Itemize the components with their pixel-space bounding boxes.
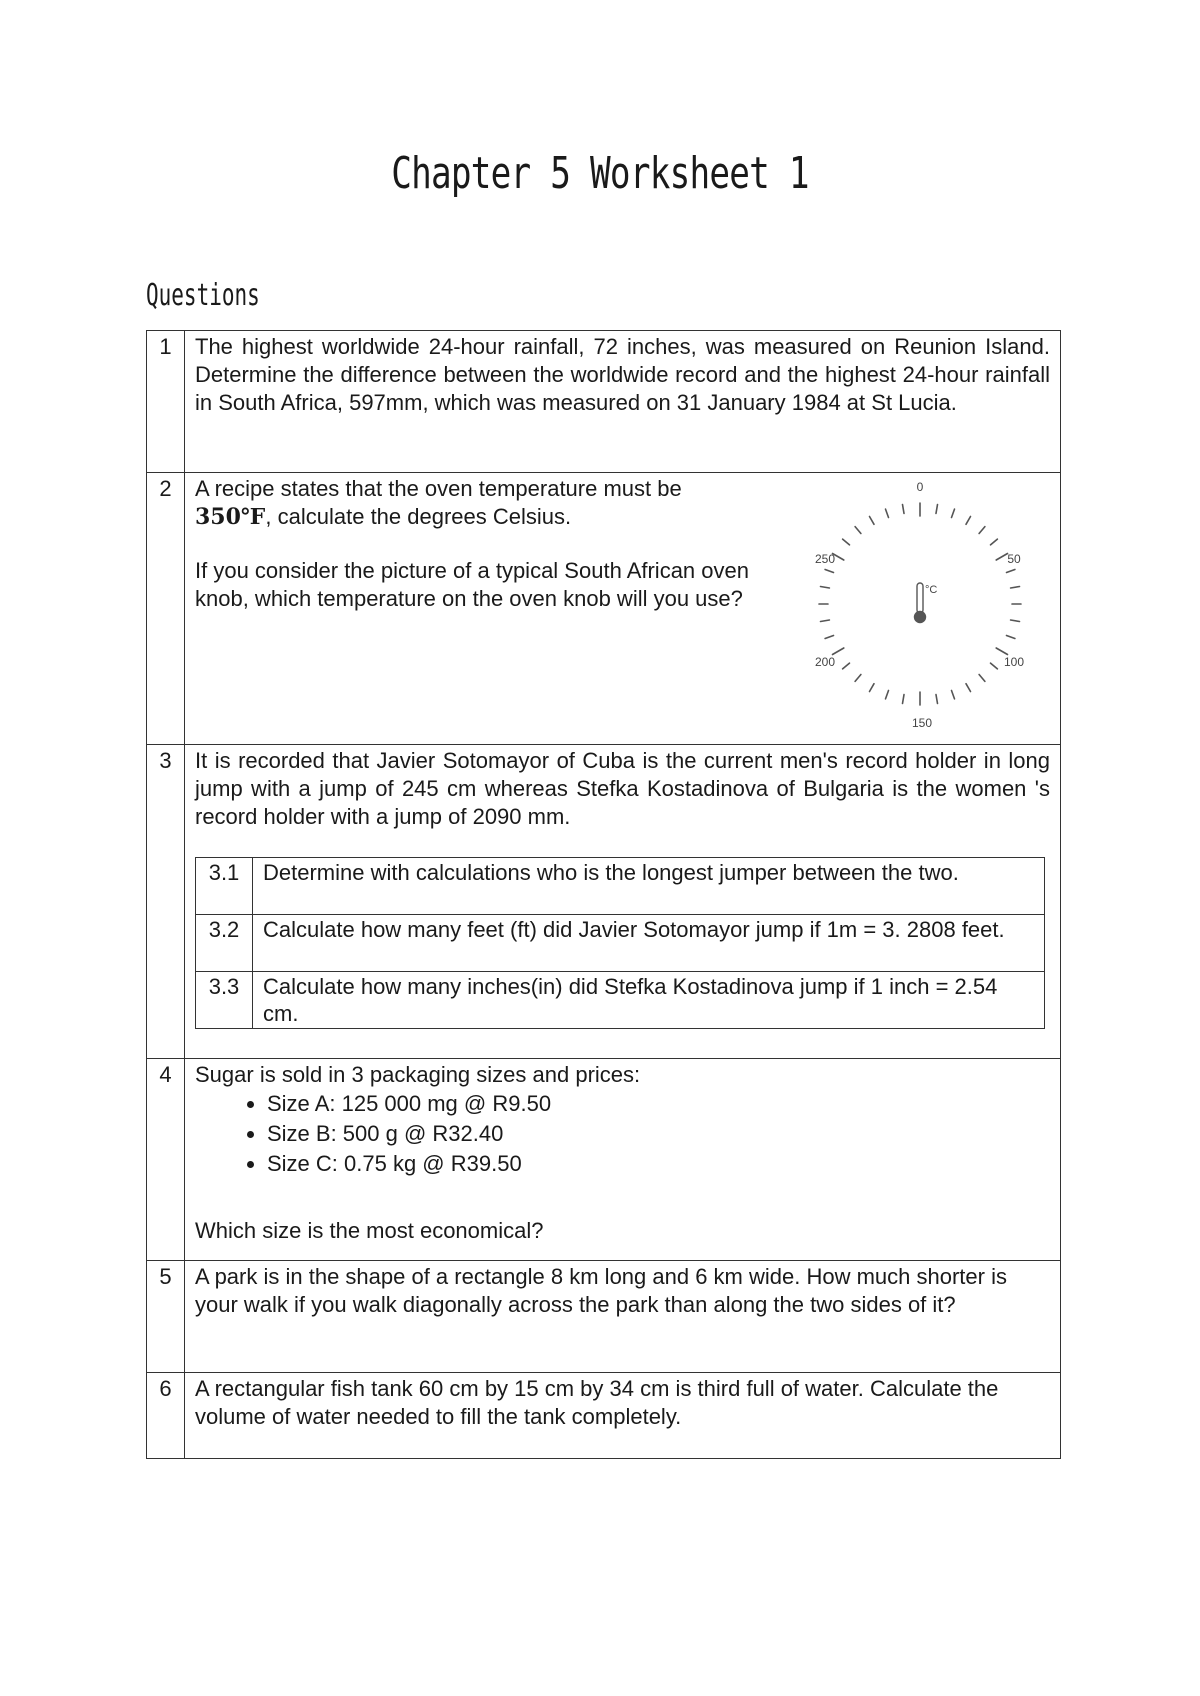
dial-tick [1007, 636, 1015, 639]
question-number: 5 [147, 1261, 185, 1373]
question-row-6 [147, 1373, 1061, 1459]
question-number: 2 [147, 473, 185, 745]
dial-tick [936, 505, 938, 514]
question-text: The highest worldwide 24-hour rainfall, 72 inches, was measured on Reunion Island. Determine the difference between the worldwide record and the highest 24-hour rainfall in South Africa, 597mm, which was measured on 31 January 1984 at St Lucia. [185, 331, 1061, 473]
question-text-part: A recipe states that the oven temperature must be [195, 476, 682, 501]
dial-tick [903, 505, 905, 514]
dial-label-100: 100 [1003, 655, 1025, 669]
dial-tick [966, 684, 971, 692]
dial-tick [821, 587, 830, 589]
dial-tick [952, 509, 955, 517]
sub-question-number: 3.3 [196, 972, 253, 1029]
dial-tick [936, 695, 938, 704]
sub-question-number: 3.1 [196, 858, 253, 915]
question-number: 4 [147, 1059, 185, 1261]
dial-tick [833, 648, 844, 655]
sub-question-row [196, 915, 1045, 972]
question-number: 3 [147, 745, 185, 1059]
sub-question-row [196, 858, 1045, 915]
question-text: Which size is the most economical? [195, 1218, 544, 1243]
dial-label-50: 50 [1007, 552, 1021, 566]
dial-tick [821, 620, 830, 622]
dial-tick [855, 527, 861, 534]
dial-tick [1011, 620, 1020, 622]
dial-tick [870, 517, 875, 525]
sub-questions-table [195, 857, 1045, 1029]
oven-knob-dial [800, 479, 1040, 729]
dial-tick [903, 695, 905, 704]
dial-tick [886, 509, 889, 517]
question-text: It is recorded that Javier Sotomayor of Cuba is the current men's record holder in long jump with a jump of 245 cm whereas Stefka Kostadinova of Bulgaria is the women 's record holder with a jump of 2090 mm. [195, 748, 1050, 829]
dial-tick [886, 691, 889, 699]
question-number: 1 [147, 331, 185, 473]
dial-label-150: 150 [911, 716, 933, 729]
question-number: 6 [147, 1373, 185, 1459]
list-item: • Size B: 500 g @ R32.40 [267, 1119, 1050, 1149]
dial-tick [1007, 570, 1015, 573]
question-row-5 [147, 1261, 1061, 1373]
dial-tick [979, 675, 985, 682]
dial-tick [1011, 587, 1020, 589]
question-row-1 [147, 331, 1061, 473]
question-row-2 [147, 473, 1061, 745]
questions-table [146, 330, 1061, 1459]
dial-tick [843, 663, 850, 669]
page-title: Chapter 5 Worksheet 1 [391, 148, 809, 199]
question-cell [185, 1059, 1061, 1261]
question-text: A park is in the shape of a rectangle 8 km long and 6 km wide. How much shorter is your walk if you walk diagonally across the park than along the two sides of it? [185, 1261, 1061, 1373]
sub-question-text: Determine with calculations who is the longest jumper between the two. [253, 858, 1045, 915]
sub-question-number: 3.2 [196, 915, 253, 972]
question-cell [185, 473, 1061, 745]
oven-temperature: 350℉ [195, 504, 266, 530]
question-text-part: , calculate the degrees Celsius. [265, 504, 572, 529]
dial-tick [991, 663, 998, 669]
dial-tick [996, 554, 1007, 561]
question-cell [185, 745, 1061, 1059]
question-text: A rectangular fish tank 60 cm by 15 cm by 34 cm is third full of water. Calculate the volume of water needed to fill the tank completely. [185, 1373, 1061, 1459]
sub-question-text: Calculate how many inches(in) did Stefka Kostadinova jump if 1 inch = 2.54 cm. [253, 972, 1045, 1029]
sub-question-row [196, 972, 1045, 1029]
unit-label: °C [925, 584, 938, 596]
dial-label-250: 250 [814, 552, 836, 566]
list-item: • Size C: 0.75 kg @ R39.50 [267, 1149, 1050, 1179]
question-text: If you consider the picture of a typical South African oven knob, which temperature on the oven knob will you use? [195, 558, 749, 611]
dial-tick [966, 517, 971, 525]
dial-label-0: 0 [916, 480, 924, 494]
question-row-4 [147, 1059, 1061, 1261]
dial-tick [870, 684, 875, 692]
dial-tick [979, 527, 985, 534]
dial-tick [996, 648, 1007, 655]
question-text [195, 475, 755, 531]
section-heading: Questions [146, 278, 260, 313]
size-list [195, 1089, 1050, 1179]
thermometer-icon [915, 583, 926, 623]
list-item: • Size A: 125 000 mg @ R9.50 [267, 1089, 1050, 1119]
question-row-3 [147, 745, 1061, 1059]
question-text: Sugar is sold in 3 packaging sizes and prices: [195, 1062, 641, 1087]
dial-tick [991, 539, 998, 545]
dial-tick [952, 691, 955, 699]
dial-tick [825, 636, 833, 639]
dial-label-200: 200 [814, 655, 836, 669]
dial-tick [825, 570, 833, 573]
dial-tick [855, 675, 861, 682]
dial-tick [843, 539, 850, 545]
sub-question-text: Calculate how many feet (ft) did Javier Sotomayor jump if 1m = 3. 2808 feet. [253, 915, 1045, 972]
